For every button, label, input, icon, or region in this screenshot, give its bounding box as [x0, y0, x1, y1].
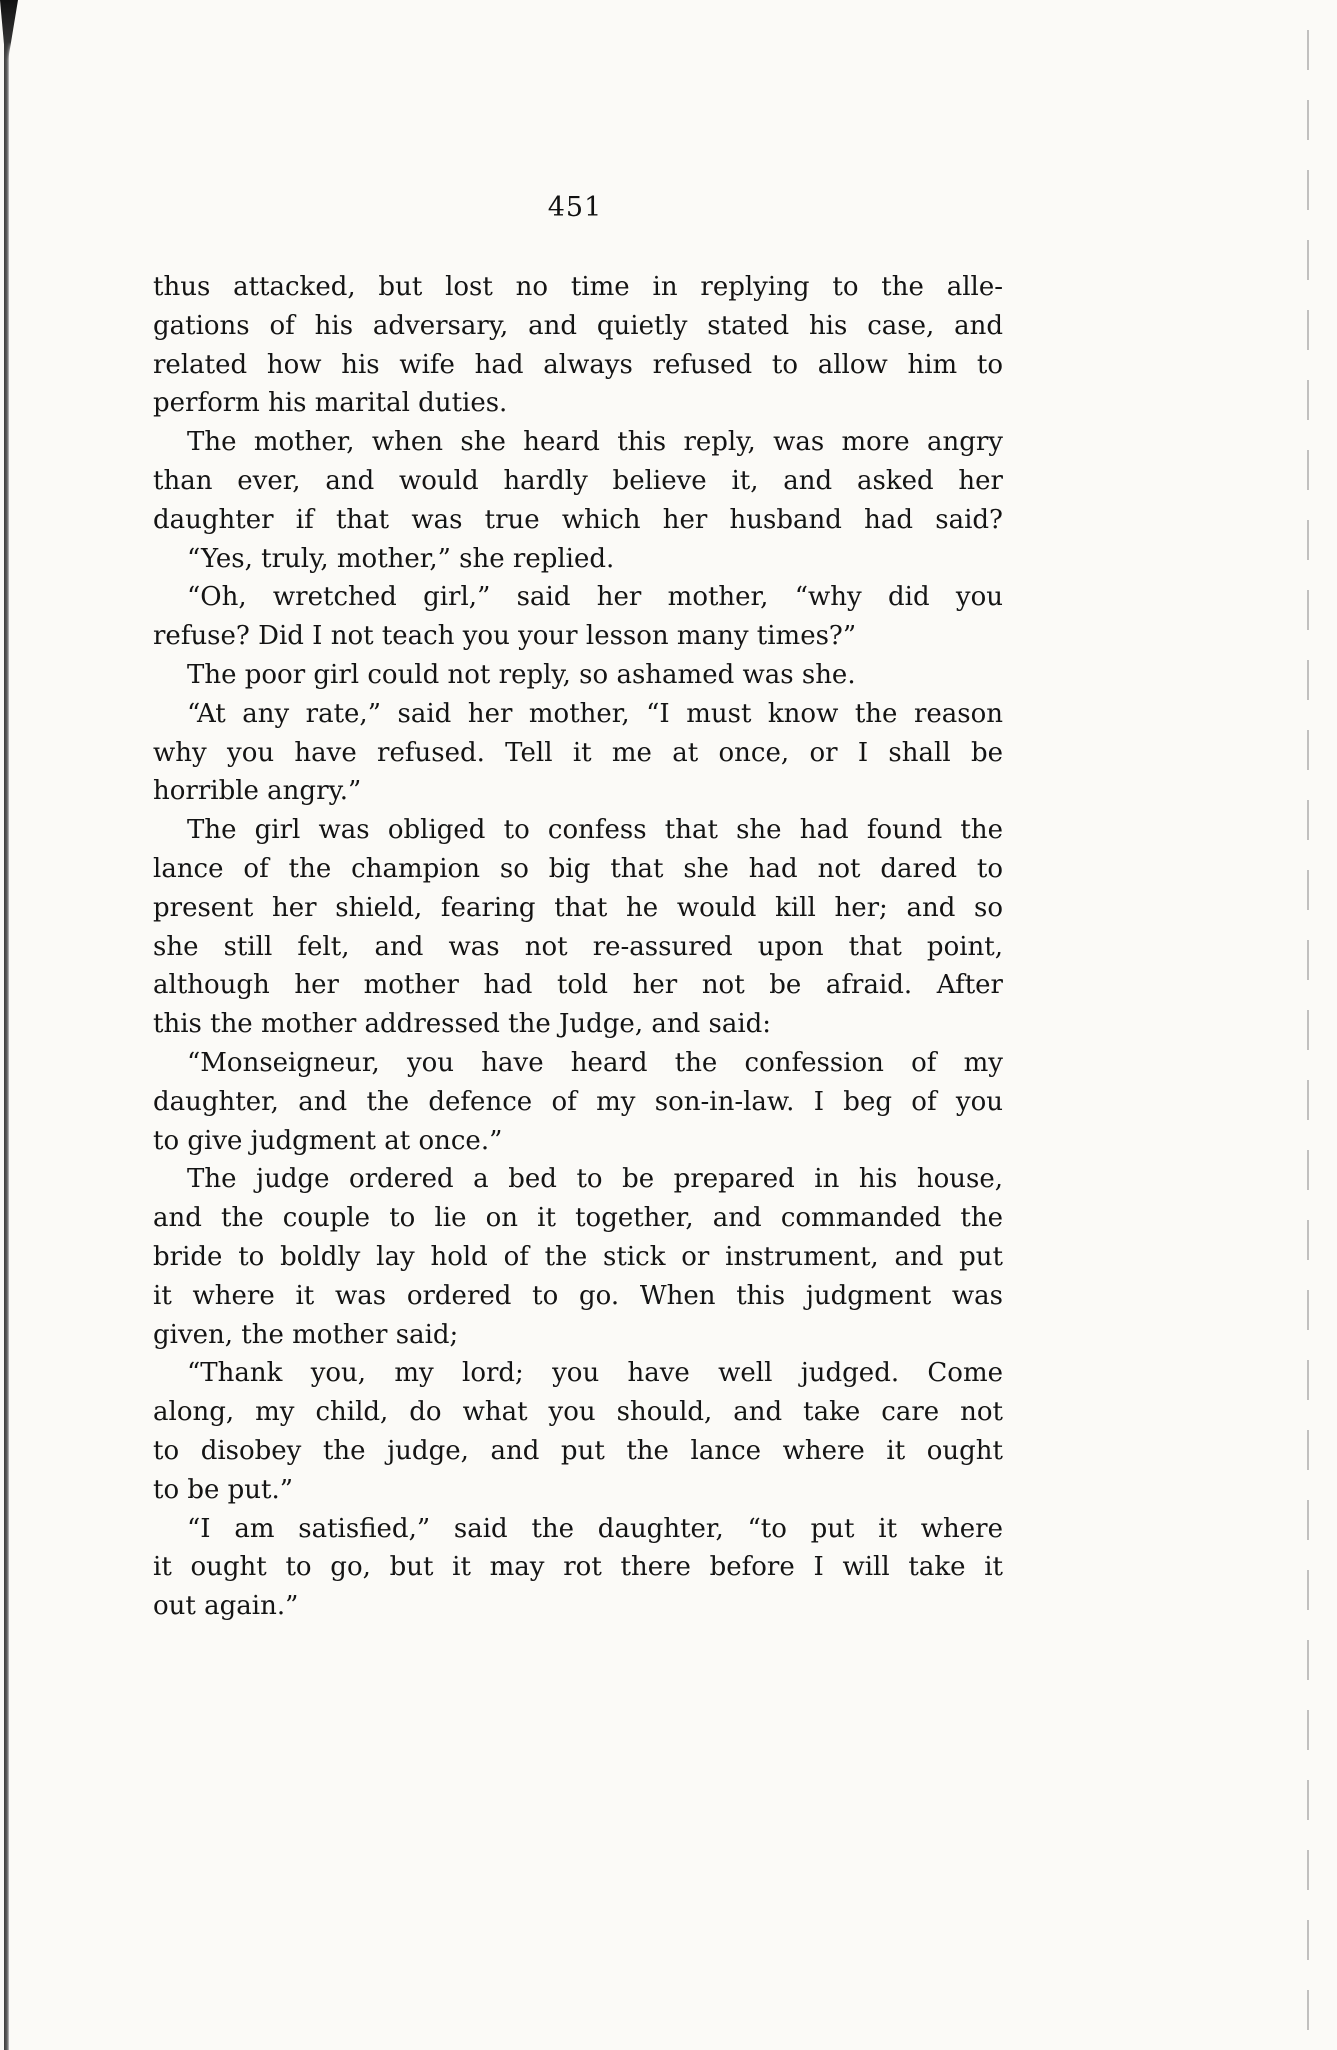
text-line: this the mother addressed the Judge, and said:	[153, 1009, 772, 1040]
text-line: The poor girl could not reply, so ashamed was she.	[187, 659, 856, 690]
text-line: “Oh, wretched girl,” said her mother, “why did you	[187, 582, 1003, 613]
text-line: lance of the champion so big that she had not dared to	[153, 853, 1003, 884]
text-line: “Monseigneur, you have heard the confession of my	[187, 1047, 1003, 1078]
text-line: daughter, and the defence of my son-in-law. I beg of you	[153, 1086, 1003, 1117]
body-text	[153, 268, 1003, 1626]
text-line: it ought to go, but it may rot there before I will take it	[153, 1552, 1003, 1583]
text-line: out again.”	[153, 1591, 299, 1622]
binding-notch	[0, 0, 18, 60]
text-line: thus attacked, but lost no time in replying to the alle-	[153, 272, 1003, 302]
text-line: and the couple to lie on it together, and commanded the	[153, 1203, 1003, 1234]
text-line: it where it was ordered to go. When this judgment was	[153, 1280, 1003, 1311]
text-line: “I am satisfied,” said the daughter, “to put it where	[187, 1513, 1003, 1544]
text-line: bride to boldly lay hold of the stick or instrument, and put	[153, 1241, 1003, 1272]
text-line: “Yes, truly, mother,” she replied.	[187, 543, 615, 574]
text-line: “At any rate,” said her mother, “I must know the reason	[187, 698, 1003, 729]
text-line: although her mother had told her not be afraid. After	[153, 970, 1003, 1001]
fold-line	[1307, 30, 1309, 2030]
text-line: refuse? Did I not teach you your lesson many times?”	[153, 621, 857, 652]
text-line: horrible angry.”	[153, 776, 362, 807]
text-line: she still felt, and was not re-assured upon that point,	[153, 931, 1003, 962]
text-line: to give judgment at once.”	[153, 1125, 503, 1156]
text-line: along, my child, do what you should, and take care not	[153, 1397, 1003, 1428]
text-line: to be put.”	[153, 1474, 294, 1505]
text-line: daughter if that was true which her husband had said?	[153, 504, 1003, 535]
text-line: than ever, and would hardly believe it, and asked her	[153, 465, 1003, 496]
text-line: related how his wife had always refused to allow him to	[153, 349, 1003, 380]
text-line: gations of his adversary, and quietly stated his case, and	[153, 310, 1003, 341]
text-line: “Thank you, my lord; you have well judged. Come	[187, 1358, 1003, 1389]
page-number: 451	[547, 192, 603, 223]
binding-edge	[4, 0, 9, 2050]
text-line: perform his marital duties.	[153, 388, 508, 419]
text-line: why you have refused. Tell it me at once, or I shall be	[153, 737, 1003, 768]
text-line: present her shield, fearing that he would kill her; and so	[153, 892, 1003, 923]
text-line: The mother, when she heard this reply, was more angry	[187, 427, 1003, 458]
text-line: The judge ordered a bed to be prepared in his house,	[187, 1164, 1003, 1195]
text-line: to disobey the judge, and put the lance where it ought	[153, 1435, 1003, 1466]
text-line: given, the mother said;	[153, 1319, 459, 1350]
text-line: The girl was obliged to confess that she had found the	[187, 815, 1003, 846]
